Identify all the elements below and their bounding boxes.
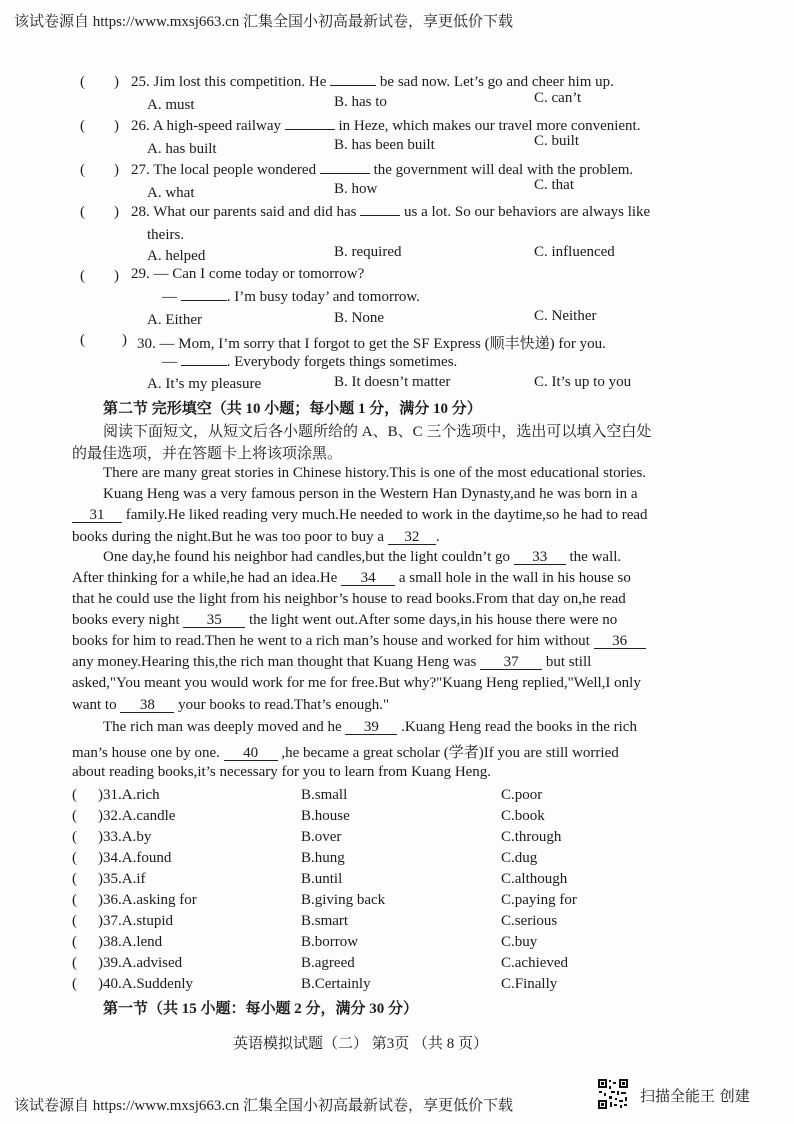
answer-paren-close: ) bbox=[114, 162, 119, 178]
question-stem: The local people wondered bbox=[153, 162, 317, 178]
option-a: A. helped bbox=[147, 248, 206, 264]
answer-paren-close: ) bbox=[114, 74, 119, 90]
option-a: A. what bbox=[147, 185, 195, 201]
option-c: C. Neither bbox=[534, 308, 597, 324]
option-c: C. influenced bbox=[534, 244, 615, 260]
paren-open: ( bbox=[72, 829, 77, 845]
paren-open: ( bbox=[72, 850, 77, 866]
cloze-blank-39: 39 bbox=[345, 720, 397, 735]
paren-open: ( bbox=[72, 871, 77, 887]
passage-text: books every night bbox=[72, 612, 180, 628]
option-b: B. how bbox=[334, 181, 378, 197]
passage-text: One day,he found his neighbor had candles,but the light couldn’t go bbox=[103, 549, 510, 565]
passage-text: family.He liked reading very much.He needed to work in the daytime,so he had to read bbox=[125, 507, 648, 523]
paren-open: ( bbox=[72, 955, 77, 971]
option-c: C. can’t bbox=[534, 90, 582, 106]
option-b: B. None bbox=[334, 310, 384, 326]
passage-text: a small hole in the wall in his house so bbox=[398, 570, 631, 586]
passage-text: your books to read.That’s enough." bbox=[178, 697, 390, 713]
passage-line: asked,"You meant you would work for me for free.But why?"Kuang Heng replied,"Well,I only bbox=[72, 675, 641, 691]
question-stem: the government will deal with the problem. bbox=[373, 162, 634, 178]
question-stem: What our parents said and did has bbox=[153, 204, 357, 220]
question-stem: — Can I come today or tomorrow? bbox=[153, 266, 365, 282]
answer-paren-close: ) bbox=[114, 204, 119, 220]
passage-text: man’s house one by one. bbox=[72, 745, 220, 761]
question-number: 25. bbox=[131, 74, 150, 90]
answer-paren-close: ) bbox=[122, 332, 127, 348]
question-number: 29. bbox=[131, 266, 150, 282]
cloze-blank-32: 32 bbox=[388, 530, 436, 545]
question-stem: . I’m busy today’ and tomorrow. bbox=[226, 289, 421, 305]
answer-paren-open: ( bbox=[80, 332, 85, 348]
question-stem: in Heze, which makes our travel more convenient. bbox=[338, 118, 641, 134]
question-stem: us a lot. So our behaviors are always like bbox=[404, 204, 651, 220]
dialogue-dash: — bbox=[162, 289, 177, 305]
dialogue-dash: — bbox=[162, 354, 177, 370]
answer-blank bbox=[360, 215, 400, 216]
scanner-label: 扫描全能王 创建 bbox=[640, 1087, 750, 1105]
cloze-blank-35: 35 bbox=[183, 613, 245, 628]
option-c: C. built bbox=[534, 133, 580, 149]
cloze-option-c: C.achieved bbox=[501, 955, 569, 971]
cloze-option-b: B.small bbox=[301, 787, 348, 803]
passage-text: books during the night.But he was too poor to buy a bbox=[72, 529, 385, 545]
question-number: 30. bbox=[137, 336, 156, 352]
question-stem: . Everybody forgets things sometimes. bbox=[226, 354, 458, 370]
passage-line: Kuang Heng was a very famous person in the Western Han Dynasty,and he was born in a bbox=[103, 486, 638, 502]
cloze-option-c: C.although bbox=[501, 871, 568, 887]
option-c: C. It’s up to you bbox=[534, 374, 632, 390]
cloze-option-a: )37.A.stupid bbox=[98, 913, 173, 929]
option-a: A. It’s my pleasure bbox=[147, 376, 262, 392]
paren-open: ( bbox=[72, 787, 77, 803]
passage-text: any money.Hearing this,the rich man thought that Kuang Heng was bbox=[72, 654, 477, 670]
cloze-option-c: C.dug bbox=[501, 850, 538, 866]
passage-text: The rich man was deeply moved and he bbox=[103, 719, 342, 735]
cloze-option-b: B.agreed bbox=[301, 955, 355, 971]
answer-blank bbox=[181, 365, 227, 366]
question-stem: A high-speed railway bbox=[152, 118, 281, 134]
paren-open: ( bbox=[72, 913, 77, 929]
passage-text: .Kuang Heng read the books in the rich bbox=[401, 719, 637, 735]
source-banner-top: 该试卷源自 https://www.mxsj663.cn 汇集全国小初高最新试卷，享更低价下载 bbox=[14, 14, 514, 30]
passage-text: books for him to read.Then he went to a rich man’s house and worked for him without bbox=[72, 633, 590, 649]
cloze-option-c: C.paying for bbox=[501, 892, 577, 908]
cloze-option-a: )31.A.rich bbox=[98, 787, 160, 803]
answer-blank bbox=[285, 129, 335, 130]
answer-paren-close: ) bbox=[114, 268, 119, 284]
qr-code-icon bbox=[597, 1078, 629, 1110]
cloze-option-a: )39.A.advised bbox=[98, 955, 183, 971]
answer-paren-open: ( bbox=[80, 204, 85, 220]
answer-paren-open: ( bbox=[80, 162, 85, 178]
answer-paren-open: ( bbox=[80, 118, 85, 134]
option-a: A. Either bbox=[147, 312, 202, 328]
cloze-blank-37: 37 bbox=[480, 655, 542, 670]
cloze-option-a: )34.A.found bbox=[98, 850, 172, 866]
cloze-blank-36: 36 bbox=[594, 634, 646, 649]
instructions-line-1: 阅读下面短文，从短文后各小题所给的 A、B、C 三个选项中，选出可以填入空白处 bbox=[103, 424, 652, 440]
question-number: 26. bbox=[131, 118, 150, 134]
cloze-option-a: )32.A.candle bbox=[98, 808, 176, 824]
passage-line: that he could use the light from his neighbor’s house to read books.From that day on,he read bbox=[72, 591, 626, 607]
cloze-option-a: )33.A.by bbox=[98, 829, 152, 845]
question-stem-cont: theirs. bbox=[147, 227, 185, 243]
answer-blank bbox=[320, 173, 370, 174]
question-stem: Jim lost this competition. He bbox=[153, 74, 327, 90]
paren-open: ( bbox=[72, 808, 77, 824]
cloze-option-b: B.Certainly bbox=[301, 976, 371, 992]
cloze-option-c: C.book bbox=[501, 808, 545, 824]
answer-paren-open: ( bbox=[80, 74, 85, 90]
cloze-option-c: C.through bbox=[501, 829, 562, 845]
option-a: A. must bbox=[147, 97, 195, 113]
answer-paren-open: ( bbox=[80, 268, 85, 284]
paren-open: ( bbox=[72, 976, 77, 992]
cloze-blank-40: 40 bbox=[224, 746, 278, 761]
cloze-option-a: )36.A.asking for bbox=[98, 892, 197, 908]
passage-text: but still bbox=[545, 654, 592, 670]
paren-open: ( bbox=[72, 892, 77, 908]
question-stem: — Mom, I’m sorry that I forgot to get the SF Express (顺丰快递) for you. bbox=[159, 336, 606, 352]
source-banner-bottom: 该试卷源自 https://www.mxsj663.cn 汇集全国小初高最新试卷，享更低价下载 bbox=[14, 1098, 514, 1114]
cloze-option-a: )38.A.lend bbox=[98, 934, 163, 950]
cloze-option-b: B.over bbox=[301, 829, 342, 845]
cloze-option-b: B.hung bbox=[301, 850, 345, 866]
page-footer: 英语模拟试题（二） 第3页 （共 8 页） bbox=[233, 1036, 489, 1052]
cloze-option-b: B.house bbox=[301, 808, 350, 824]
passage-text: ,he became a great scholar (学者)If you are still worried bbox=[281, 745, 619, 761]
cloze-option-b: B.borrow bbox=[301, 934, 359, 950]
instructions-line-2: 的最佳选项，并在答题卡上将该项涂黑。 bbox=[72, 446, 343, 462]
question-stem: be sad now. Let’s go and cheer him up. bbox=[379, 74, 614, 90]
cloze-option-c: C.serious bbox=[501, 913, 558, 929]
option-b: B. It doesn’t matter bbox=[334, 374, 451, 390]
cloze-option-c: C.Finally bbox=[501, 976, 558, 992]
cloze-option-b: B.smart bbox=[301, 913, 349, 929]
cloze-option-a: )35.A.if bbox=[98, 871, 146, 887]
option-b: B. has been built bbox=[334, 137, 435, 153]
option-b: B. has to bbox=[334, 94, 387, 110]
cloze-blank-33: 33 bbox=[514, 550, 566, 565]
answer-paren-close: ) bbox=[114, 118, 119, 134]
cloze-option-a: )40.A.Suddenly bbox=[98, 976, 193, 992]
passage-line: There are many great stories in Chinese history.This is one of the most educational stories. bbox=[103, 465, 647, 481]
cloze-option-c: C.poor bbox=[501, 787, 543, 803]
cloze-blank-31: 31 bbox=[72, 508, 122, 523]
section-heading: 第二节 完形填空（共 10 小题；每小题 1 分，满分 10 分） bbox=[103, 401, 482, 417]
option-c: C. that bbox=[534, 177, 574, 193]
answer-blank bbox=[181, 300, 227, 301]
passage-text: the light went out.After some days,in his house there were no bbox=[248, 612, 618, 628]
cloze-blank-34: 34 bbox=[341, 571, 395, 586]
question-number: 28. bbox=[131, 204, 150, 220]
cloze-option-b: B.giving back bbox=[301, 892, 386, 908]
answer-blank bbox=[330, 85, 376, 86]
cloze-option-b: B.until bbox=[301, 871, 343, 887]
next-section-heading: 第一节（共 15 小题：每小题 2 分，满分 30 分） bbox=[103, 1001, 419, 1017]
question-number: 27. bbox=[131, 162, 150, 178]
cloze-option-c: C.buy bbox=[501, 934, 538, 950]
passage-text: After thinking for a while,he had an idea.He bbox=[72, 570, 338, 586]
cloze-blank-38: 38 bbox=[120, 698, 174, 713]
paren-open: ( bbox=[72, 934, 77, 950]
passage-text: the wall. bbox=[569, 549, 622, 565]
passage-text: want to bbox=[72, 697, 117, 713]
passage-line: about reading books,it’s necessary for you to learn from Kuang Heng. bbox=[72, 764, 492, 780]
option-a: A. has built bbox=[147, 141, 217, 157]
option-b: B. required bbox=[334, 244, 402, 260]
